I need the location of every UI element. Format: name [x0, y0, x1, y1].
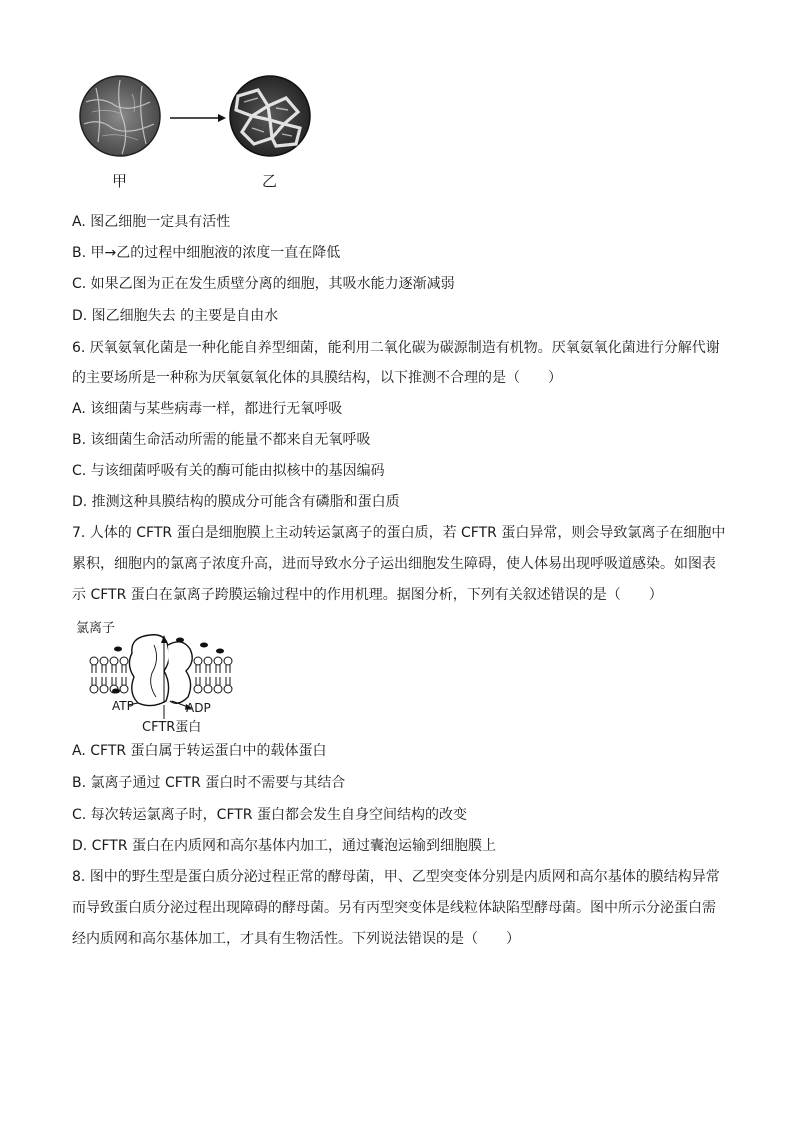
q7-option-b: B. 氯离子通过 CFTR 蛋白时不需要与其结合 — [72, 775, 346, 791]
q6-option-c: C. 与该细菌呼吸有关的酶可能由拟核中的基因编码 — [72, 463, 385, 479]
q6-option-b: B. 该细菌生命活动所需的能量不都来自无氧呼吸 — [72, 432, 371, 448]
q6-stem-line-2: 的主要场所是一种称为厌氧氨氧化体的具膜结构，以下推测不合理的是（ ） — [72, 370, 562, 386]
q5-option-d: D. 图乙细胞失去 的主要是自由水 — [72, 308, 279, 324]
q7-stem-line-2: 累积，细胞内的氯离子浓度升高，进而导致水分子运出细胞发生障碍，使人体易出现呼吸道感染。如图表 — [72, 556, 716, 572]
q7-stem-line-1: 7. 人体的 CFTR 蛋白是细胞膜上主动转运氯离子的蛋白质，若 CFTR 蛋白异常，则会导致氯离子在细胞中 — [72, 525, 726, 541]
label-adp: ADP — [186, 701, 211, 715]
label-chloride-ion: 氯离子 — [76, 621, 116, 636]
micrograph-images — [72, 72, 332, 172]
q8-stem-line-1: 8. 图中的野生型是蛋白质分泌过程正常的酵母菌，甲、乙型突变体分别是内质网和高尔基体的膜结构异常 — [72, 869, 720, 885]
q5-option-a: A. 图乙细胞一定具有活性 — [72, 214, 231, 230]
cftr-membrane-figure — [72, 615, 252, 733]
micrograph-yi — [230, 76, 310, 156]
q8-stem-line-3: 经内质网和高尔基体加工，才具有生物活性。下列说法错误的是（ ） — [72, 931, 520, 947]
q5-option-c: C. 如果乙图为正在发生质壁分离的细胞，其吸水能力逐渐减弱 — [72, 276, 455, 292]
q7-stem-line-3: 示 CFTR 蛋白在氯离子跨膜运输过程中的作用机理。据图分析，下列有关叙述错误的是（ ） — [72, 587, 663, 603]
q6-option-a: A. 该细菌与某些病毒一样，都进行无氧呼吸 — [72, 401, 343, 417]
q6-option-d: D. 推测这种具膜结构的膜成分可能含有磷脂和蛋白质 — [72, 494, 400, 510]
cftr-protein-shape — [129, 635, 192, 706]
q7-option-c: C. 每次转运氯离子时，CFTR 蛋白都会发生自身空间结构的改变 — [72, 807, 467, 823]
cell-micrograph-figure — [72, 72, 332, 192]
q8-stem-line-2: 而导致蛋白质分泌过程出现障碍的酵母菌。另有丙型突变体是线粒体缺陷型酵母菌。图中所示分泌蛋白需 — [72, 900, 716, 916]
lipid-bilayer-right — [194, 657, 232, 693]
q7-option-a: A. CFTR 蛋白属于转运蛋白中的载体蛋白 — [72, 743, 327, 759]
lipid-bilayer-left — [90, 657, 128, 693]
q5-option-b: B. 甲→乙的过程中细胞液的浓度一直在降低 — [72, 245, 341, 261]
label-atp: ATP — [112, 699, 134, 713]
q6-stem-line-1: 6. 厌氧氨氧化菌是一种化能自养型细菌，能利用二氧化碳为碳源制造有机物。厌氧氨氧化菌进行分解代谢 — [72, 340, 720, 356]
micrograph-jia — [80, 76, 160, 156]
caption-yi: 乙 — [262, 172, 278, 190]
transition-arrow — [170, 114, 226, 122]
q7-option-d: D. CFTR 蛋白在内质网和高尔基体内加工，通过囊泡运输到细胞膜上 — [72, 838, 496, 854]
label-cftr-protein: CFTR蛋白 — [142, 720, 202, 735]
caption-jia: 甲 — [112, 172, 128, 190]
